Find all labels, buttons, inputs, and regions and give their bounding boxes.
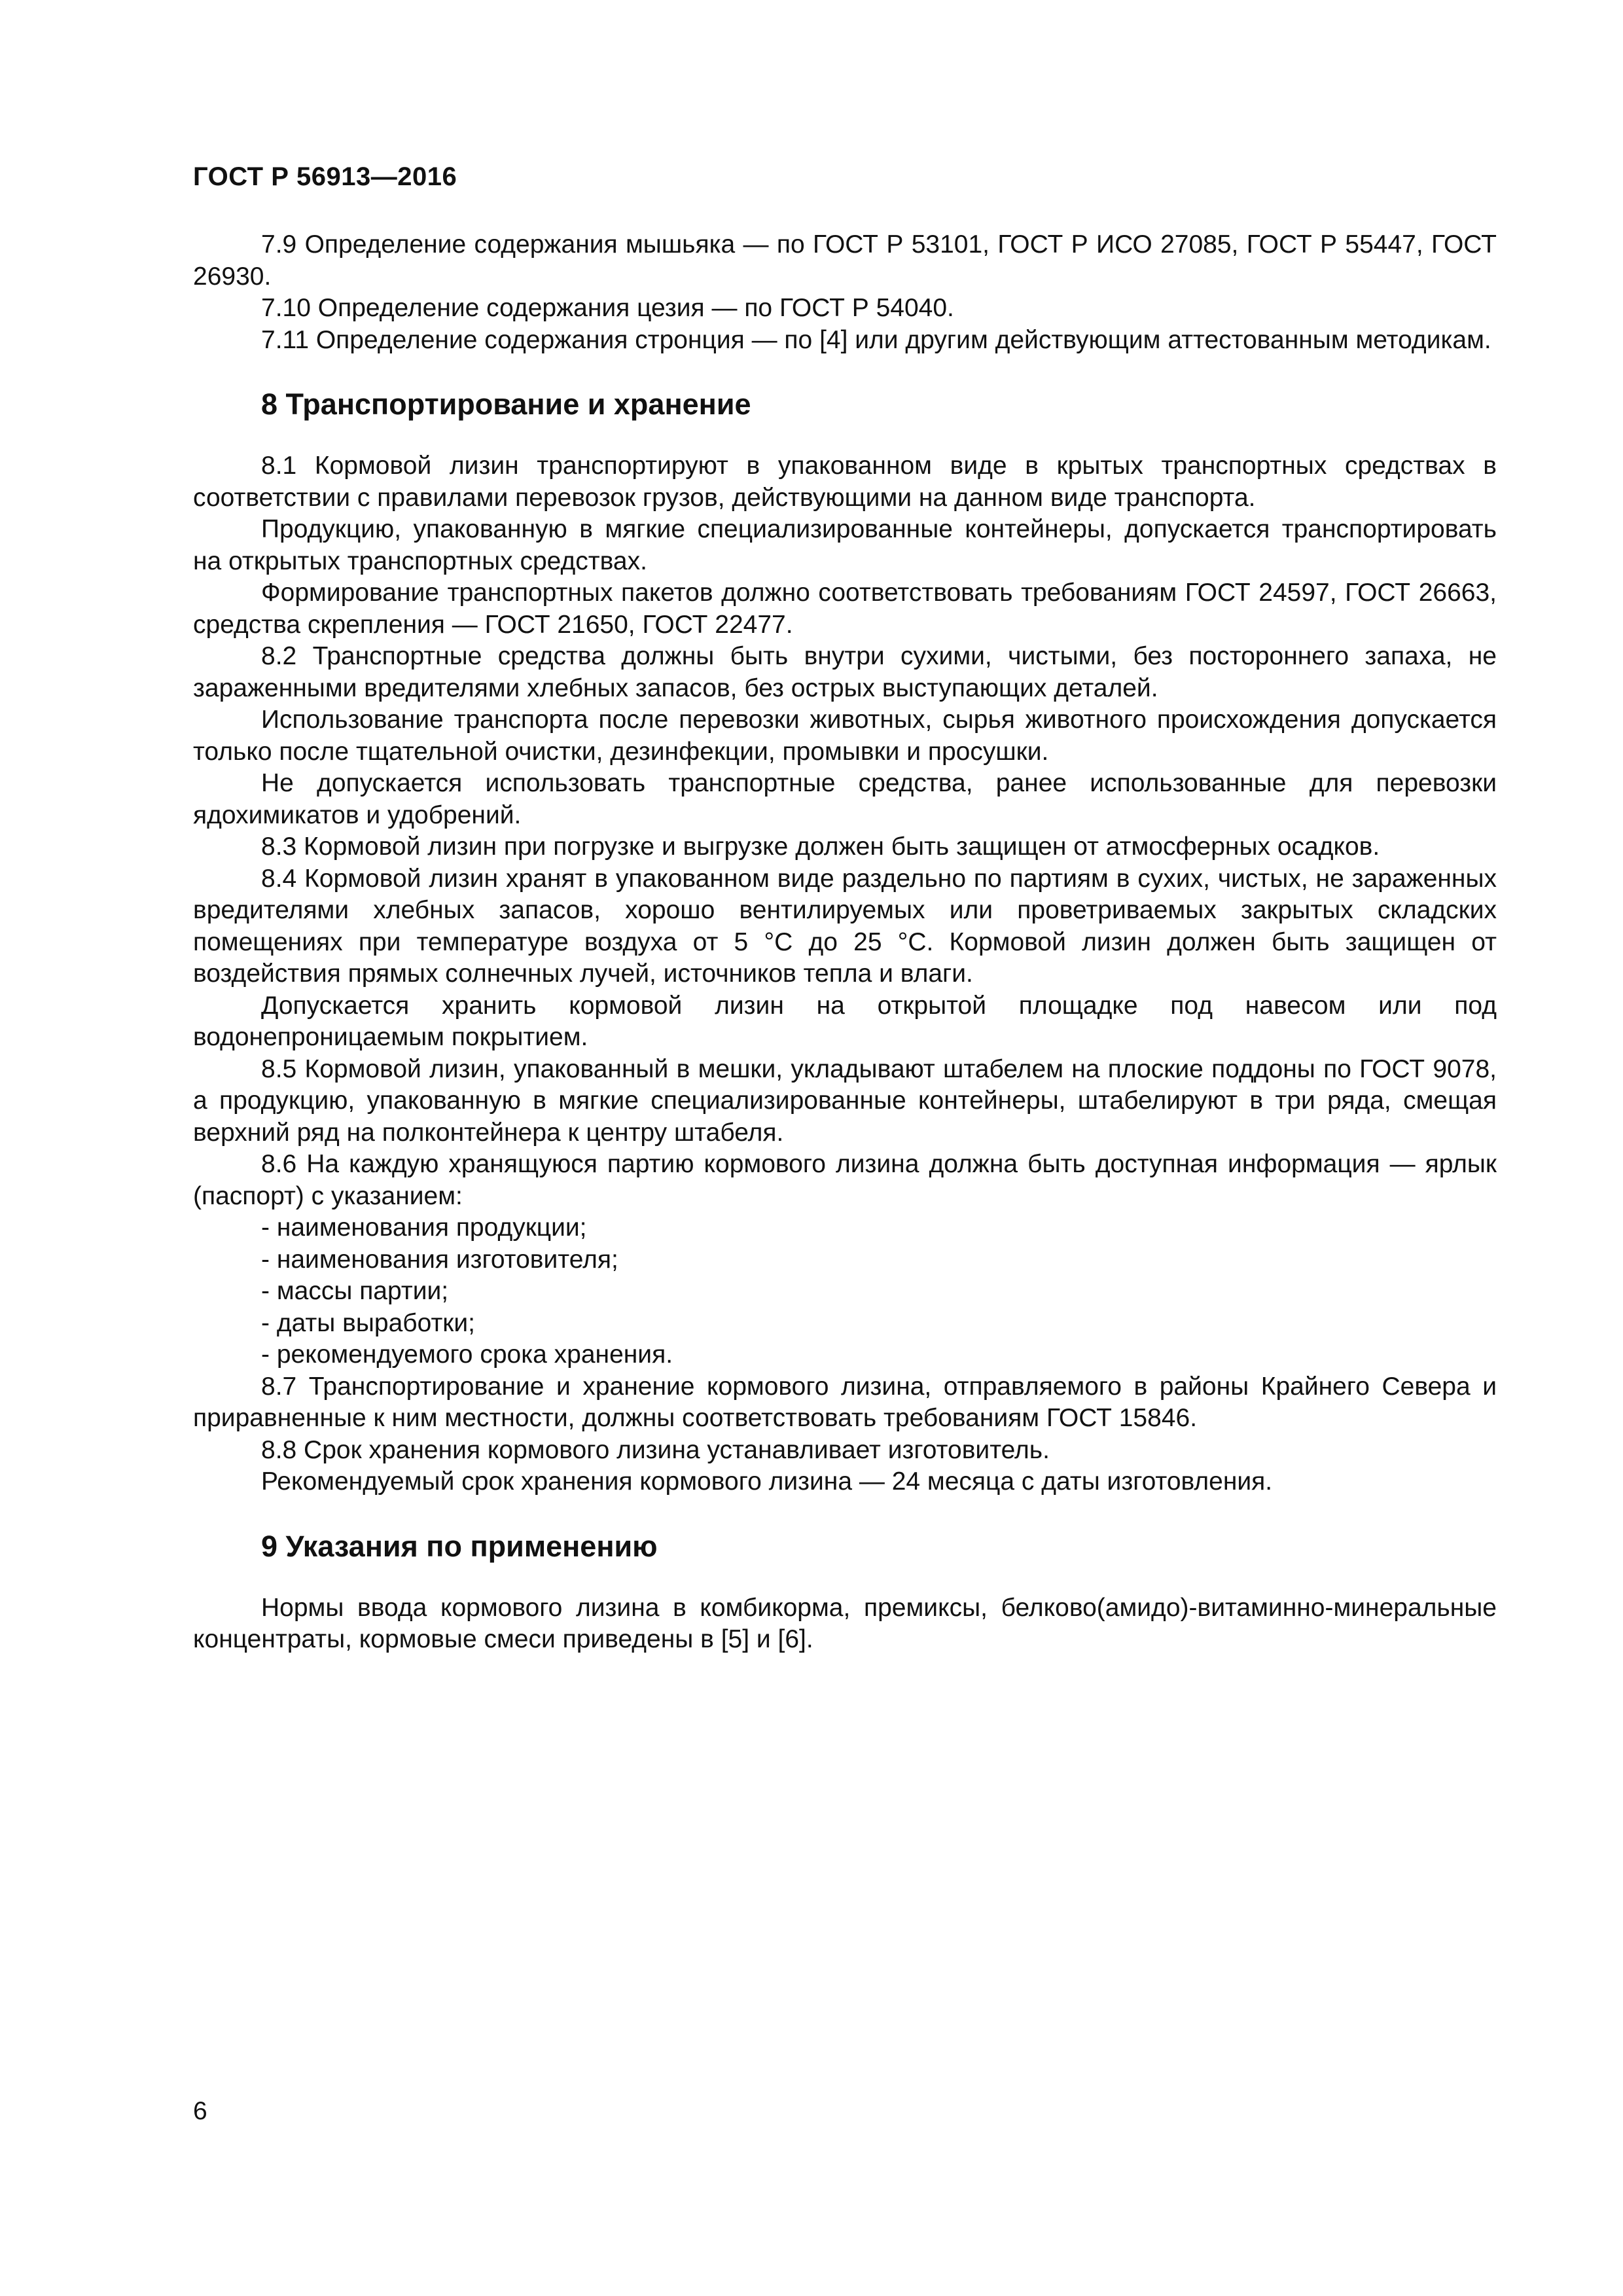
paragraph-8-1: 8.1 Кормовой лизин транспортируют в упакованном виде в крытых транспортных средствах в соответствии с правилами перевозок грузов, действующими на данном виде транспорта.: [193, 452, 1497, 512]
section-8-heading: 8 Транспортирование и хранение: [261, 387, 751, 421]
paragraph-transport-use: Использование транспорта после перевозки животных, сырья животного происхождения допускается только после тщательной очистки, дезинфекции, промывки и просушки.: [193, 706, 1497, 766]
paragraph-8-5: 8.5 Кормовой лизин, упакованный в мешки, укладывают штабелем на плоские поддоны по ГОСТ 9078, а продукцию, упакованную в мягкие специализированные контейнеры, штабелируют в три ряда, смещая верхний ряд на полконтейнера к центру штабеля.: [193, 1054, 1497, 1147]
paragraph-7-11: 7.11 Определение содержания стронция — по [4] или другим действующим аттестованным методикам.: [261, 325, 1491, 354]
paragraph-8-8: 8.8 Срок хранения кормового лизина устанавливает изготовитель.: [261, 1435, 1050, 1464]
list-item: - массы партии;: [261, 1277, 449, 1305]
paragraph-8-7: 8.7 Транспортирование и хранение кормового лизина, отправляемого в районы Крайнего Севера и приравненные к ним местности, должны соответствовать требованиям ГОСТ 15846.: [193, 1372, 1497, 1432]
section-9-heading: 9 Указания по применению: [261, 1529, 658, 1563]
paragraph-transport-open: Продукцию, упакованную в мягкие специализированные контейнеры, допускается транспортировать на открытых транспортных средствах.: [193, 515, 1497, 575]
list-item: - даты выработки;: [261, 1308, 475, 1337]
document-body: [193, 229, 1497, 1656]
paragraph-shelf-life: Рекомендуемый срок хранения кормового лизина — 24 месяца с даты изготовления.: [261, 1467, 1273, 1496]
paragraph-section-9: Нормы ввода кормового лизина в комбикорма, премиксы, белково(амидо)-витаминно-минеральные концентраты, кормовые смеси приведены в [5] и [6].: [193, 1593, 1497, 1653]
list-item: - наименования продукции;: [261, 1213, 587, 1242]
list-item: - наименования изготовителя;: [261, 1245, 618, 1274]
list-item: - рекомендуемого срока хранения.: [261, 1340, 673, 1369]
paragraph-7-10: 7.10 Определение содержания цезия — по ГОСТ Р 54040.: [261, 294, 954, 322]
paragraph-8-3: 8.3 Кормовой лизин при погрузке и выгрузке должен быть защищен от атмосферных осадков.: [261, 833, 1380, 861]
paragraph-transport-prohibited: Не допускается использовать транспортные средства, ранее использованные для перевозки ядохимикатов и удобрений.: [193, 769, 1497, 829]
paragraph-storage-open: Допускается хранить кормовой лизин на открытой площадке под навесом или под водонепроницаемым покрытием.: [193, 991, 1497, 1051]
paragraph-8-4: 8.4 Кормовой лизин хранят в упакованном виде раздельно по партиям в сухих, чистых, не зараженных вредителями хлебных запасов, хорошо вентилируемых или проветриваемых закрытых складских помещениях при температуре воздуха от 5 °С до 25 °С. Кормовой лизин должен быть защищен от воздействия прямых солнечных лучей, источников тепла и влаги.: [193, 864, 1497, 988]
paragraph-transport-packets: Формирование транспортных пакетов должно соответствовать требованиям ГОСТ 24597, ГОСТ 26663, средства скрепления — ГОСТ 21650, ГОСТ 22477.: [193, 579, 1497, 639]
standard-code-header: ГОСТ Р 56913—2016: [193, 162, 457, 191]
paragraph-8-2: 8.2 Транспортные средства должны быть внутри сухими, чистыми, без постороннего запаха, не зараженными вредителями хлебных запасов, без острых выступающих деталей.: [193, 642, 1497, 702]
page-number: 6: [193, 2097, 207, 2125]
paragraph-7-9: 7.9 Определение содержания мышьяка — по ГОСТ Р 53101, ГОСТ Р ИСО 27085, ГОСТ Р 55447, ГОСТ 26930.: [193, 230, 1497, 291]
paragraph-8-6: 8.6 На каждую хранящуюся партию кормового лизина должна быть доступная информация — ярлык (паспорт) с указанием:: [193, 1150, 1497, 1210]
